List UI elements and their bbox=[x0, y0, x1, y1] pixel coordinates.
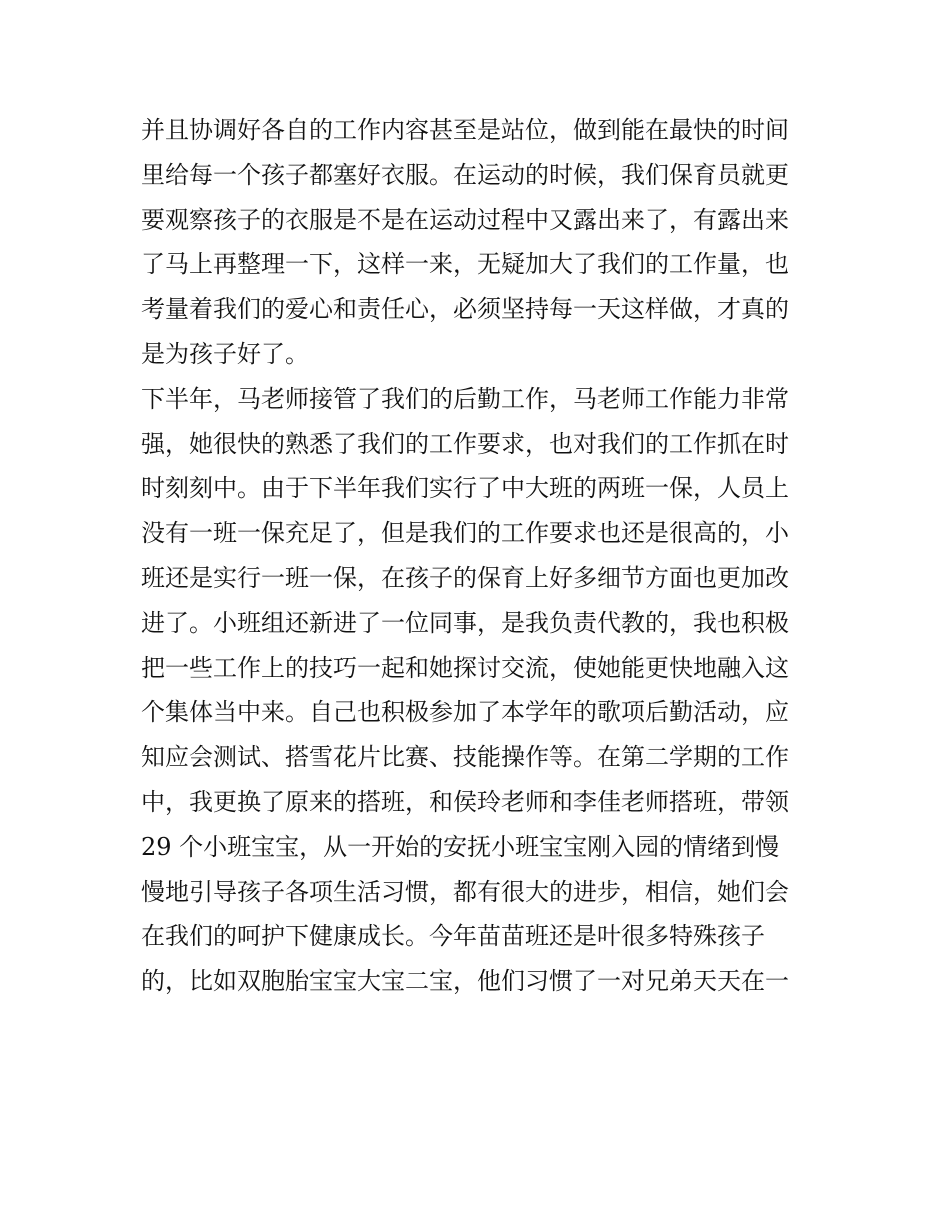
text-line-20: 的，比如双胞胎宝宝大宝二宝，他们习惯了一对兄弟天天在一 bbox=[141, 967, 789, 996]
text-line-18: 慢地引导孩子各项生活习惯，都有很大的进步，相信，她们会 bbox=[141, 877, 789, 906]
text-line-12: 进了。小班组还新进了一位同事，是我负责代教的，我也积极 bbox=[141, 608, 789, 637]
text-line-2: 里给每一个孩子都塞好衣服。在运动的时候，我们保育员就更 bbox=[141, 160, 789, 189]
text-line-5: 考量着我们的爱心和责任心，必须坚持每一天这样做，才真的 bbox=[141, 295, 789, 324]
text-line-14: 个集体当中来。自己也积极参加了本学年的歌项后勤活动，应 bbox=[141, 698, 789, 727]
text-line-1: 并且协调好各自的工作内容甚至是站位，做到能在最快的时间 bbox=[141, 116, 789, 144]
text-line-17: 29 个小班宝宝，从一开始的安抚小班宝宝刚入园的情绪到慢 bbox=[141, 832, 780, 861]
text-line-16: 中，我更换了原来的搭班，和侯玲老师和李佳老师搭班，带领 bbox=[141, 787, 789, 816]
text-line-13: 把一些工作上的技巧一起和她探讨交流，使她能更快地融入这 bbox=[141, 653, 789, 682]
text-line-3: 要观察孩子的衣服是不是在运动过程中又露出来了，有露出来 bbox=[141, 205, 789, 234]
body-text bbox=[141, 108, 821, 1004]
text-line-9: 时刻刻中。由于下半年我们实行了中大班的两班一保，人员上 bbox=[141, 474, 789, 503]
text-line-19: 在我们的呵护下健康成长。今年苗苗班还是叶很多特殊孩子 bbox=[141, 922, 765, 951]
text-line-6: 是为孩子好了。 bbox=[141, 339, 309, 368]
text-line-10: 没有一班一保充足了，但是我们的工作要求也还是很高的，小 bbox=[141, 519, 789, 548]
text-line-4: 了马上再整理一下，这样一来，无疑加大了我们的工作量，也 bbox=[141, 250, 789, 279]
text-line-7: 下半年，马老师接管了我们的后勤工作，马老师工作能力非常 bbox=[141, 384, 789, 413]
text-line-15: 知应会测试、搭雪花片比赛、技能操作等。在第二学期的工作 bbox=[141, 743, 789, 772]
text-line-11: 班还是实行一班一保，在孩子的保育上好多细节方面也更加改 bbox=[141, 563, 789, 592]
text-line-8: 强，她很快的熟悉了我们的工作要求，也对我们的工作抓在时 bbox=[141, 429, 789, 458]
